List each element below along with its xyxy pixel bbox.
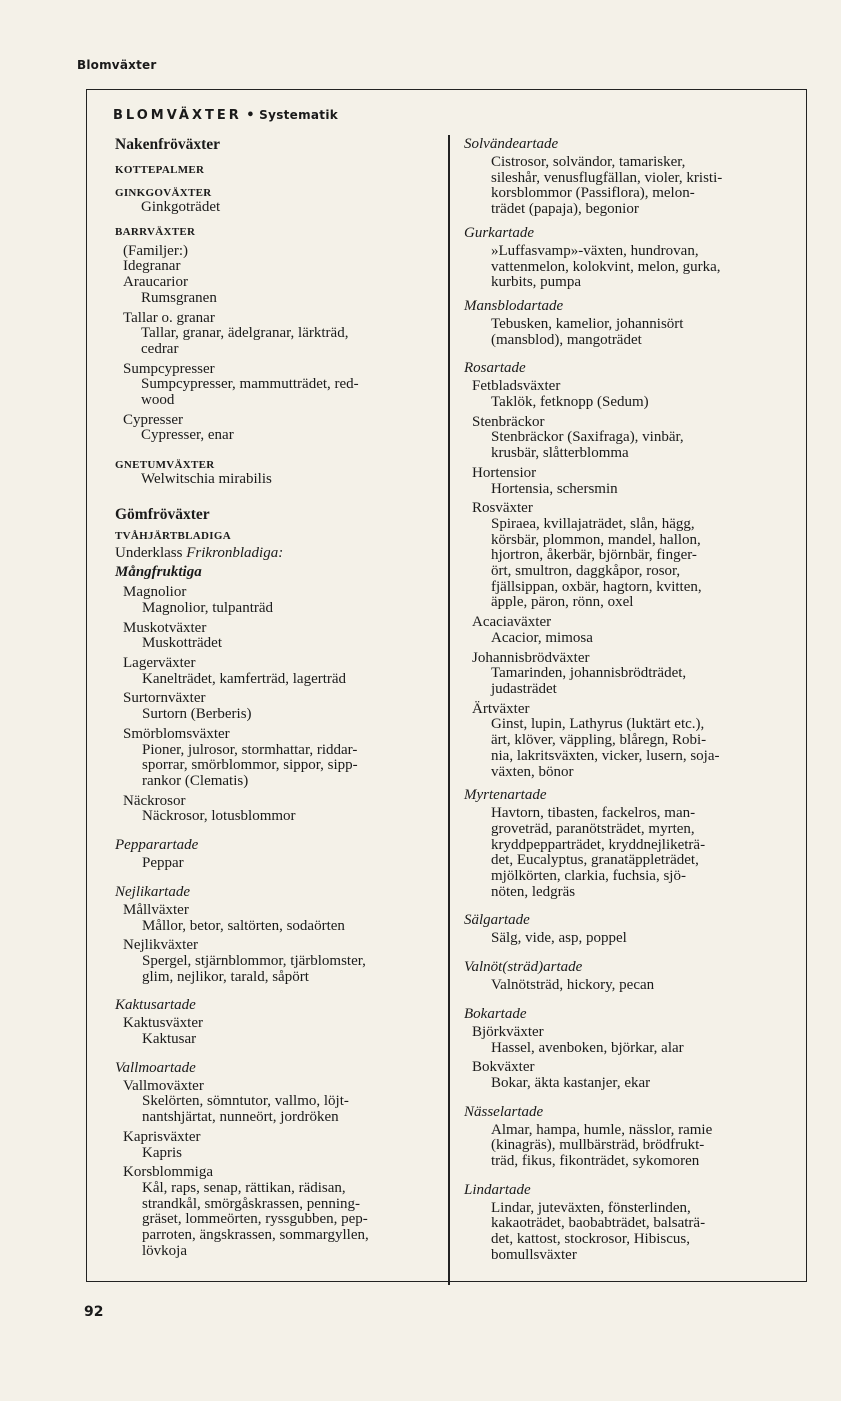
family-muskotvaxter: Muskotväxter <box>123 619 207 636</box>
title-separator: • <box>246 108 255 123</box>
species-line: nantshjärtat, nunneört, jordröken <box>142 1109 339 1126</box>
family-lagervaxter: Lagerväxter <box>123 655 196 672</box>
family-kaprisvaxter: Kaprisväxter <box>123 1128 201 1145</box>
species-line: Spergel, stjärnblommor, tjärblomster, <box>142 952 366 969</box>
species-line: (mansblod), mangoträdet <box>491 331 642 348</box>
species-line: Hortensia, schersmin <box>491 480 618 497</box>
species-line: Surtorn (Berberis) <box>142 706 252 723</box>
title-sub: Systematik <box>259 108 339 122</box>
family-sumpcypresser: Sumpcypresser <box>123 360 215 377</box>
family-cypresser: Cypresser <box>123 411 183 428</box>
family-bokvaxter: Bokväxter <box>472 1059 535 1076</box>
family-fetbladsvaxter: Fetbladsväxter <box>472 378 561 395</box>
family-mallvaxter: Mållväxter <box>123 901 189 918</box>
species-line: gräset, lommeörten, ryssgubben, pep- <box>142 1211 368 1228</box>
order-nejlikartade: Nejlikartade <box>115 883 190 900</box>
family-nackrosor: Näckrosor <box>123 792 186 809</box>
family-tallar: Tallar o. granar <box>123 309 215 326</box>
species-line: Kanelträdet, kamferträd, lagerträd <box>142 670 347 687</box>
left-column <box>115 136 437 1259</box>
order-pepparartade: Pepparartade <box>115 837 199 854</box>
running-head: Blomväxter <box>77 58 157 72</box>
order-mansblodartade: Mansblodartade <box>464 297 564 314</box>
species-line: kurbits, pumpa <box>491 274 581 291</box>
species-line: Tallar, granar, ädelgranar, lärkträd, <box>141 325 349 342</box>
species-line: Kaktusar <box>142 1031 197 1048</box>
species-line: Lindar, juteväxten, fönsterlinden, <box>491 1199 691 1216</box>
order-gurkartade: Gurkartade <box>464 224 534 241</box>
species-line: Rumsgranen <box>141 289 217 306</box>
species-line: parroten, ängskrassen, sommargyllen, <box>142 1227 369 1244</box>
species-line: det, Eucalyptus, granatäppleträdet, <box>491 852 699 869</box>
species-line: korsblommor (Passiflora), melon- <box>491 185 695 202</box>
family-bjorkvaxter: Björkväxter <box>472 1023 544 1040</box>
species-line: Spiraea, kvillajaträdet, slån, hägg, <box>491 515 695 532</box>
subclass-label: Underklass <box>115 544 187 561</box>
species-line: Kål, raps, senap, rättikan, rädisan, <box>142 1179 346 1196</box>
species-line: Taklök, fetknopp (Sedum) <box>491 394 649 411</box>
class-tvahjartbladiga: TVÅHJÄRTBLADIGA <box>115 529 231 542</box>
species-line: trädet (papaja), begonior <box>491 201 639 218</box>
species-line: Ginst, lupin, Lathyrus (luktärt etc.), <box>491 716 705 733</box>
section-nakenfroväxter: Nakenfröväxter <box>115 136 221 153</box>
species-line: rankor (Clematis) <box>142 772 249 789</box>
species-line: Cypresser, enar <box>141 427 234 444</box>
species-line: Stenbräckor (Saxifraga), vinbär, <box>491 429 684 446</box>
page-number: 92 <box>84 1304 104 1320</box>
family-surtornvaxter: Surtornväxter <box>123 690 206 707</box>
species-line: mjölkörten, clarkia, fuchsia, sjö- <box>491 868 686 885</box>
order-kaktusartade: Kaktusartade <box>115 997 196 1014</box>
group-mangfruktiga: Mångfruktiga <box>115 563 202 580</box>
family-stenbrackor: Stenbräckor <box>472 413 545 430</box>
species-line: vattenmelon, kolokvint, melon, gurka, <box>491 258 721 275</box>
species-line: nia, lakritsväxten, vicker, lusern, soja- <box>491 747 720 764</box>
order-lindartade: Lindartade <box>464 1181 531 1198</box>
class-kottepalmer: KOTTEPALMER <box>115 164 205 176</box>
species-line: kakaoträdet, baobabträdet, balsaträ- <box>491 1215 706 1232</box>
family-vallmovaxter: Vallmoväxter <box>123 1077 204 1094</box>
species-line: Mållor, betor, saltörten, sodaörten <box>142 917 345 934</box>
species-line: krusbär, slåtterblomma <box>491 445 629 462</box>
order-rosartade: Rosartade <box>464 360 526 377</box>
species-line: ärt, klöver, väppling, blåregn, Robi- <box>491 732 707 749</box>
species-line: Tebusken, kamelior, johannisört <box>491 315 684 332</box>
species-line: cedrar <box>141 340 179 357</box>
species-line: äpple, päron, rönn, oxel <box>491 594 634 611</box>
species-line: judasträdet <box>491 680 557 697</box>
species-line: kryddpepparträdet, kryddnejliketrä- <box>491 836 706 853</box>
species-line: Muskotträdet <box>142 635 222 652</box>
family-hortensior: Hortensior <box>472 464 537 481</box>
species-line: träd, fikus, fikonträdet, sykomoren <box>491 1153 700 1170</box>
species-line: Acacior, mimosa <box>491 629 593 646</box>
species-line: Sälg, vide, asp, poppel <box>491 930 627 947</box>
species-line: Peppar <box>142 855 184 872</box>
class-ginkgovaxter: GINKGOVÄXTER <box>115 187 212 199</box>
order-valnotartade: Valnöt(sträd)artade <box>464 959 583 976</box>
species-line: »Luffasvamp»-växten, hundrovan, <box>491 242 699 259</box>
species-line: Almar, hampa, humle, nässlor, ramie <box>491 1121 713 1138</box>
species-line: nöten, ledgräs <box>491 883 576 900</box>
family-artvaxter: Ärtväxter <box>472 700 530 717</box>
family-smorblomsvaxter: Smörblomsväxter <box>123 725 230 742</box>
class-gnetumvaxter: GNETUMVÄXTER <box>115 459 215 472</box>
species-line: Skelörten, sömntutor, vallmo, löjt- <box>142 1093 349 1110</box>
species-line: växten, bönor <box>491 763 574 780</box>
species-line: glim, nejlikor, tarald, såpört <box>142 968 309 985</box>
species-line: Pioner, julrosor, stormhattar, riddar- <box>142 741 358 758</box>
species-line: sporrar, smörblommor, sippor, sipp- <box>142 757 358 774</box>
species-line: bomullsväxter <box>491 1246 577 1263</box>
species-line: sileshår, venusflugfällan, violer, kristi- <box>491 169 723 186</box>
order-salgartade: Sälgartade <box>464 912 530 929</box>
family-magnolior: Magnolior <box>123 584 187 601</box>
species-line: fjällsippan, oxbär, hagtorn, kvitten, <box>491 578 702 595</box>
species-line: Havtorn, tibasten, fackelros, man- <box>491 805 696 822</box>
family-johannisbrodvaxter: Johannisbrödväxter <box>472 649 590 666</box>
species-line: Tamarinden, johannisbrödträdet, <box>491 665 687 682</box>
family-nejlikvaxter: Nejlikväxter <box>123 937 198 954</box>
species-line: (kinagräs), mullbärsträd, brödfrukt- <box>491 1137 705 1154</box>
column-divider <box>448 135 450 1285</box>
class-barrvaxter: BARRVÄXTER <box>115 225 196 238</box>
species-line: Cistrosor, solvändor, tamarisker, <box>491 154 686 170</box>
order-myrtenartade: Myrtenartade <box>464 787 547 804</box>
species-line: strandkål, smörgåskrassen, penning- <box>142 1195 361 1212</box>
species-line: Bokar, äkta kastanjer, ekar <box>491 1074 651 1091</box>
section-gomfroväxter: Gömfröväxter <box>115 505 210 523</box>
species-line: lövkoja <box>142 1242 187 1259</box>
species-line: ört, smultron, daggkåpor, rosor, <box>491 563 681 580</box>
species-line: hjortron, åkerbär, björnbär, finger- <box>491 547 697 564</box>
subclass-name: Frikronbladiga: <box>186 544 284 561</box>
species-line: Ginkgoträdet <box>141 199 221 215</box>
species-line: Näckrosor, lotusblommor <box>142 808 296 825</box>
species-line: Sumpcypresser, mammutträdet, red- <box>141 376 359 393</box>
family-idegranar: Idegranar <box>123 258 181 275</box>
family-note: (Familjer:) <box>123 242 188 259</box>
page-title <box>113 108 338 123</box>
order-vallmoartade: Vallmoartade <box>115 1059 196 1076</box>
family-acaciavaxter: Acaciaväxter <box>472 614 552 631</box>
species-line: Magnolior, tulpanträd <box>142 599 274 616</box>
order-bokartade: Bokartade <box>464 1005 527 1022</box>
family-kaktusvaxter: Kaktusväxter <box>123 1015 203 1032</box>
species-line: Hassel, avenboken, björkar, alar <box>491 1039 684 1056</box>
species-line: Kapris <box>142 1144 182 1161</box>
species-line: Welwitschia mirabilis <box>141 471 272 488</box>
species-line: groveträd, paranötsträdet, myrten, <box>491 820 695 837</box>
species-line: körsbär, plommon, mandel, hallon, <box>491 531 701 548</box>
species-line: wood <box>141 392 175 409</box>
family-korsblommiga: Korsblommiga <box>123 1164 213 1181</box>
species-line: det, kattost, stockrosor, Hibiscus, <box>491 1231 690 1248</box>
order-solvandeartade: Solvändeartade <box>464 136 559 152</box>
subclass-line <box>115 546 437 562</box>
family-rosvaxter: Rosväxter <box>472 500 533 517</box>
right-column <box>464 136 786 1264</box>
species-line: Valnötsträd, hickory, pecan <box>491 977 655 994</box>
family-araucarior: Araucarior <box>123 274 188 291</box>
order-nasselartade: Nässelartade <box>464 1103 544 1120</box>
title-main: BLOMVÄXTER <box>113 108 242 123</box>
